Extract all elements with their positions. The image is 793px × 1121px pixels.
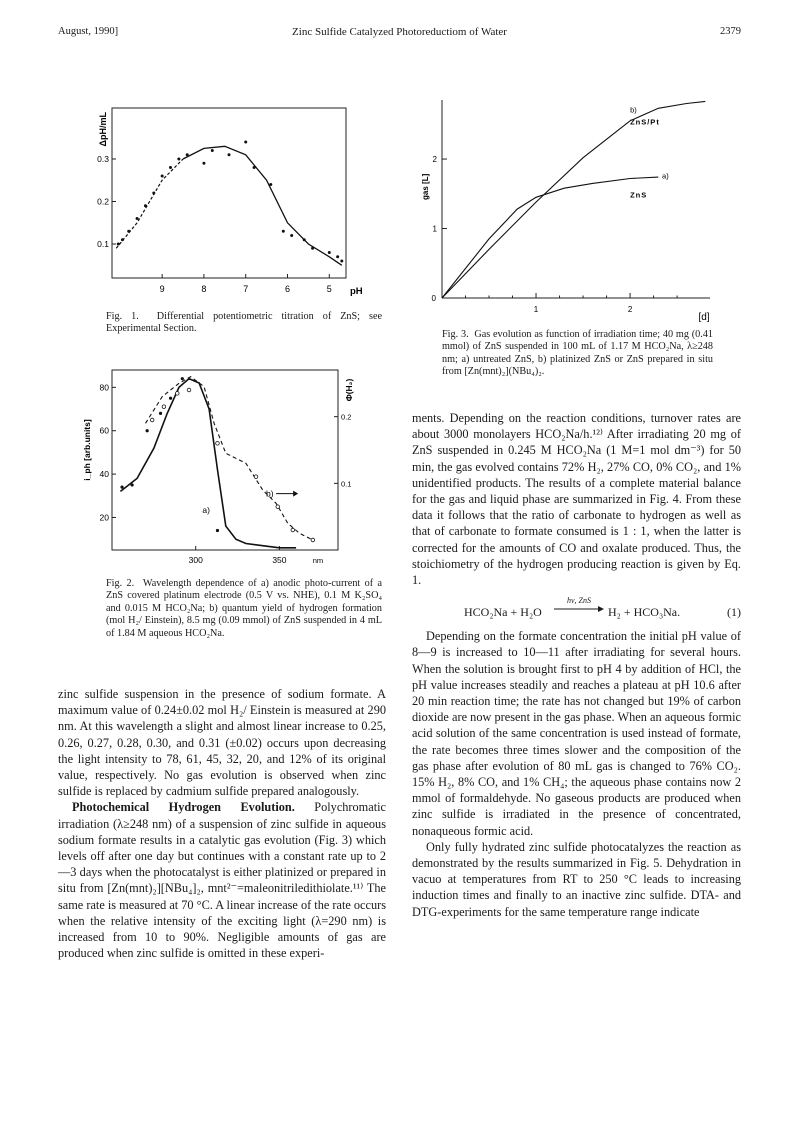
data-point [253,166,256,169]
x-tick-label: 2 [627,305,633,314]
y-tick-label: 0.1 [97,239,109,249]
data-point [121,238,124,241]
y-tick-label-right: 0.2 [341,412,352,422]
paragraph [58,799,386,961]
figure-2-chart [76,364,374,570]
data-point [161,175,164,178]
x-tick-label: 7 [243,284,249,294]
section-heading: Photochemical Hydrogen Evolution. [72,800,295,815]
x-axis-label: [d] [698,312,710,322]
plot-frame [112,108,346,278]
data-point [303,238,306,241]
series-b-point [162,405,166,409]
y-tick-label-left: 60 [99,425,109,436]
y-tick-label-left: 20 [99,512,109,523]
paragraph: ments. Depending on the reaction conditions, turnover rates are about 3000 monolayers HCO₂Na/h.¹²⁾ After irradiating 20 mg of ZnS suspended in 0.245 M HCO₂Na (1 M=1 mol dm⁻³) for 50 min, the gas evolved contains 72% H₂, 27% CO, 0% CO₂, and 1% unidentified products. The results of a complete material balance for the gas and liquid phase are summarized in Fig. 4. From these data it follows that the ratio of carbonate to hydrogen as well as that of carbonate to formate consumed is 1 : 1, when the latter is corrected for the amounts of CO and oxalate produced. Thus, the stoichiometry of the hydrogen producing reaction is given by Eq. 1. [412,411,741,588]
y-axis-label: gas [L] [421,173,430,200]
y-axis-label-left: i_ph [arb.units] [82,419,92,481]
y-tick-label: 2 [432,155,437,165]
paragraph: Only fully hydrated zinc sulfide photocatalyzes the reaction as demonstrated by the results summarized in Fig. 5. Dehydration in vacuo at temperatures from RT to 250 °C leads to increasing induction times and finally to an inactive zinc sulfide. DTA- and DTG-experiments for the same temperature range indicate [412,839,741,919]
x-tick-label: 350 [272,555,287,565]
y-tick-label: 0.2 [97,196,109,207]
series-a-point [130,483,133,486]
figure-1-caption [90,311,382,336]
series-a-point [181,377,184,380]
x-tick-label: 6 [284,284,291,294]
page-number: 2379 [720,26,741,37]
series-a-line [120,379,296,548]
data-point [127,230,130,233]
data-point [202,162,205,165]
x-axis-label: nm [312,556,324,565]
series-b-point [187,388,191,392]
x-tick-label: 5 [326,284,332,294]
right-column-text [412,410,741,920]
data-point [136,217,139,220]
series-b-point [291,528,295,532]
fit-curve-dashed [116,159,183,248]
data-point [328,251,331,254]
series-a-point [120,486,123,489]
equation-number: (1) [727,605,741,620]
series-a-line [442,177,658,298]
data-point [282,230,285,233]
series-b-label: b) [266,488,274,499]
equation-1 [412,594,741,628]
header-date: August, 1990] [58,26,119,37]
data-point [144,204,147,207]
equation-arrow-label: hν, ZnS [567,596,591,606]
running-header [58,24,741,42]
fig3-caption-text: Gas evolution as function of irradiation time; 40 mg (0.41 mmol) of ZnS suspended in 100 mL of 1.17 M HCO₂Na, λ≥248 nm; a) untreated ZnS, b) platinized ZnS or ZnS prepared in situ from [Zn(mnt)₂](NBu₄)₂. [442,329,714,378]
series-b-name: ZnS/Pt [630,117,660,127]
arrow-icon [554,605,604,613]
data-point [117,243,120,246]
origin-label: 0 [431,294,436,303]
y-tick-label-right: 0.1 [341,479,352,489]
data-point [228,153,231,156]
paragraph-text: Polychromatic irradiation (λ≥248 nm) of a suspension of zinc sulfide in aqueous sodium formate results in a catalytic gas evolution (Fig. 3) which levels off after one day but continues with a constant rate up to 2—3 days when the photocatalyst is either platinized or prepared in situ from [Zn(mnt)₂][NBu₄]₂, mnt²⁻=maleonitriledithiolate.¹¹⁾ The same rate is measured at 70 °C. A linear increase of the rate occurs when the relative intensity of the exciting light (λ=290 nm) is increased from 10 to 90%. Negligible amounts of gas are produced when zinc sulfide is omitted in these experi- [58,800,386,961]
data-point [244,141,247,144]
figure-3-chart [420,92,720,322]
y-tick-label-left: 80 [99,382,109,393]
series-a-name: ZnS [630,190,648,200]
data-point [152,192,155,195]
y-tick-label-left: 40 [99,469,109,480]
equation-products: H₂ + HCO₃Na. [608,605,681,620]
header-title: Zinc Sulfide Catalyzed Photoreductiom of Water [292,26,507,38]
series-b-point [254,475,258,479]
data-point [169,166,172,169]
y-tick-label: 0.3 [97,154,109,164]
x-tick-label: 300 [188,555,203,565]
equation-reactants: HCO₂Na + H₂O [464,605,542,620]
paragraph: zinc sulfide suspension in the presence of sodium formate. A maximum value of 0.24±0.02 mol H₂/ Einstein is measured at 290 nm. At this wavelength a slight and almost linear increase to 0.25, 0.26, 0.27, 0.28, 0.30, and 0.31 (±0.02) occurs upon decreasing the light intensity to 78, 61, 45, 32, 20, and 12% of its original value, respectively. No gas evolution is observed when zinc sulfide is replaced by cadmium sulfide prepared analogously. [58,687,386,799]
series-a-label: a) [662,171,669,181]
data-point [340,260,343,263]
x-tick-label: 8 [201,284,207,294]
series-b-point [276,505,280,509]
paragraph: Depending on the formate concentration the initial pH value of 8—9 is increased to 10—11 after irradiating for several hours. When the solution is brought first to pH 4 by addition of HCl, the pH value increases steadily and reaches a plateau at pH 10.6 after 20 min reaction time; the rate has not changed but 19% of carbon dioxide are now present in the gas phase. When an aqueous formic acid solution of the same concentration is used instead of formate, the rate becomes three times slower and the composition of the gas phase after evolution of 80 mL gas is changed to 76% CO₂. 15% H₂, 8% CO, and 1% CH₄; the aqueous phase contains now 2 mmol of formaldehyde. No gaseous products are produced when zinc sulfide is irradiated in the presence of concentrated, nonaqueous formic acid. [412,629,741,838]
data-point [336,255,339,258]
series-b-point [150,418,154,422]
series-b-line [442,101,705,298]
y-axis-label-right: Φ(H₂) [344,378,354,402]
series-a-label: a) [202,505,210,516]
fig1-caption-text: Differential potentiometric titration of ZnS; see Experimental Section. [106,311,383,335]
y-axis-label: ΔpH/mL [98,112,108,147]
series-b-point [311,538,315,542]
left-column-text [58,686,386,961]
x-tick-label: 9 [159,284,165,294]
figure-1-chart [90,100,370,306]
y-tick-label: 1 [432,224,437,234]
series-b-line [146,377,313,540]
fig1-caption-label: Fig. 1. [106,311,139,322]
fig3-caption-label: Fig. 3. [442,329,469,340]
series-b-label: b) [630,105,637,115]
figure-2-caption [90,578,382,640]
x-axis-label: pH [350,286,363,297]
data-point [211,149,214,152]
series-b-point [175,392,179,396]
data-point [269,183,272,186]
data-point [177,158,180,161]
series-a-point [169,397,172,400]
data-point [311,247,314,250]
series-a-point [216,529,219,532]
figure-3-caption [426,329,713,379]
data-point [290,234,293,237]
fig2-caption-label: Fig. 2. [106,578,135,589]
fit-curve [183,146,342,265]
x-tick-label: 1 [533,305,539,314]
series-a-point [159,412,162,415]
arrow-icon [293,491,298,497]
equation-arrow [554,596,604,613]
data-point [186,153,189,156]
series-a-point [146,429,149,432]
fig2-caption-text: Wavelength dependence of a) anodic photo-current of a ZnS covered platinum electrode (0.5 V vs. NHE), 0.1 M K₂SO₄ and 0.015 M HCO₂Na; b) quantum yield of hydrogen formation (mol H₂/ Einstein), 8.5 mg (0.09 mmol) of ZnS suspended in 4 mL of 1.84 M aqueous HCO₂Na. [106,578,382,639]
series-b-point [216,442,220,446]
